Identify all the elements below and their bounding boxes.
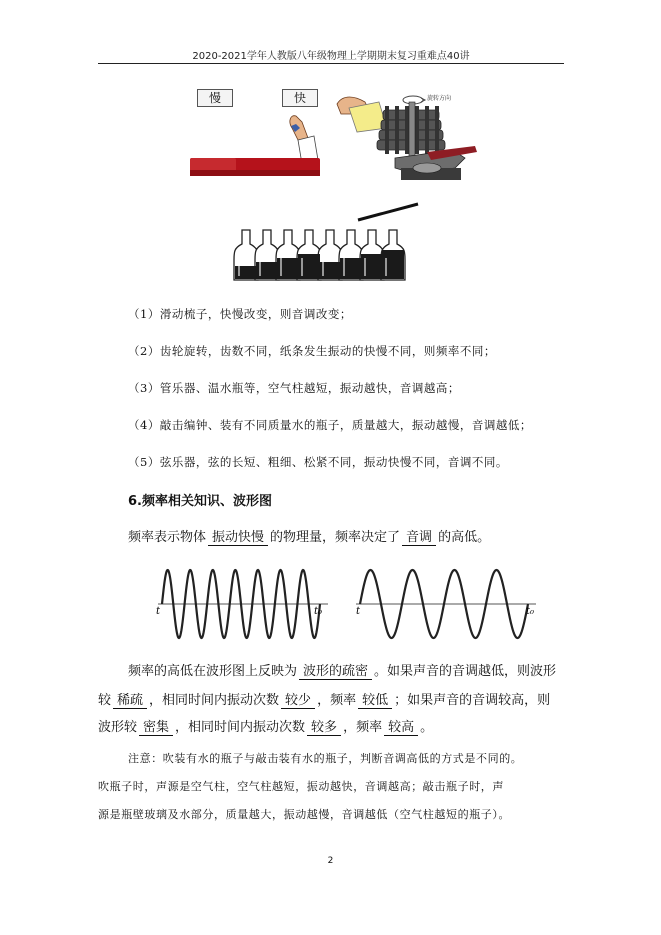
list-item-4: （4）敲击编钟、装有不同质量水的瓶子，质量越大，振动越慢，音调越低； <box>128 418 532 432</box>
text-segment: 的高低。 <box>438 530 491 545</box>
answer-blank: 稀疏 <box>113 693 147 709</box>
text-segment: 。如果声音的音调越低，则波形 <box>374 664 557 679</box>
list-item-5: （5）弦乐器，弦的长短、粗细、松紧不同，振动快慢不同，音调不同。 <box>128 455 508 469</box>
answer-blank: 波形的疏密 <box>299 664 372 680</box>
bottles-figure <box>232 200 422 288</box>
note-line-1: 注意：吹装有水的瓶子与敲击装有水的瓶子，判断音调高低的方式是不同的。 <box>128 752 523 765</box>
text-segment: 波形较 <box>98 720 138 735</box>
answer-blank: 音调 <box>402 530 436 546</box>
text-segment: ，相同时间内振动次数 <box>149 693 280 708</box>
text-segment: 频率表示物体 <box>128 530 207 545</box>
page-header: 2020-2021学年人教版八年级物理上学期期末复习重难点40讲 <box>192 51 470 62</box>
slow-label: 慢 <box>197 89 233 107</box>
answer-blank: 密集 <box>139 720 173 736</box>
answer-blank: 较低 <box>358 693 392 709</box>
list-item-1: （1）滑动梳子，快慢改变，则音调改变； <box>128 307 352 321</box>
answer-blank: 较多 <box>307 720 341 736</box>
text-segment: 较 <box>98 693 112 708</box>
answer-blank: 较高 <box>384 720 418 736</box>
header-rule <box>98 63 564 64</box>
text-segment: ；如果声音的音调较高，则 <box>394 693 551 708</box>
comb-figure <box>188 108 323 180</box>
gear-figure <box>335 88 485 188</box>
waveform-paragraph-line-1 <box>128 660 556 679</box>
dense-waveform <box>152 562 332 642</box>
page-number: 2 <box>327 856 334 866</box>
note-line-2: 吹瓶子时，声源是空气柱，空气柱越短，振动越快，音调越高；敲击瓶子时，声 <box>98 780 504 793</box>
fast-label: 快 <box>282 89 318 107</box>
note-line-3: 源是瓶壁玻璃及水部分，质量越大，振动越慢，音调越低（空气柱越短的瓶子）。 <box>98 808 511 821</box>
right-end-label: t₀ <box>526 606 535 617</box>
waveform-paragraph-line-2 <box>98 689 550 708</box>
list-item-3: （3）管乐器、温水瓶等，空气柱越短，振动越快，音调越高； <box>128 381 460 395</box>
answer-blank: 较少 <box>281 693 315 709</box>
answer-blank: 振动快慢 <box>208 530 268 546</box>
left-axis-label: t <box>156 606 161 617</box>
text-segment: ，频率 <box>343 720 383 735</box>
text-segment: ，频率 <box>317 693 357 708</box>
sparse-waveform <box>352 562 542 642</box>
left-end-label: t₀ <box>314 606 323 617</box>
text-segment: 。 <box>420 720 434 735</box>
gear-direction-label: 旋转方向 <box>427 95 452 102</box>
text-segment: 的物理量，频率决定了 <box>270 530 401 545</box>
frequency-definition <box>128 526 490 545</box>
list-item-2: （2）齿轮旋转，齿数不同，纸条发生振动的快慢不同，则频率不同； <box>128 344 496 358</box>
right-axis-label: t <box>356 606 361 617</box>
section-heading: 6.频率相关知识、波形图 <box>128 494 272 509</box>
waveform-paragraph-line-3 <box>98 716 433 735</box>
text-segment: ，相同时间内振动次数 <box>175 720 306 735</box>
text-segment: 频率的高低在波形图上反映为 <box>128 664 298 679</box>
